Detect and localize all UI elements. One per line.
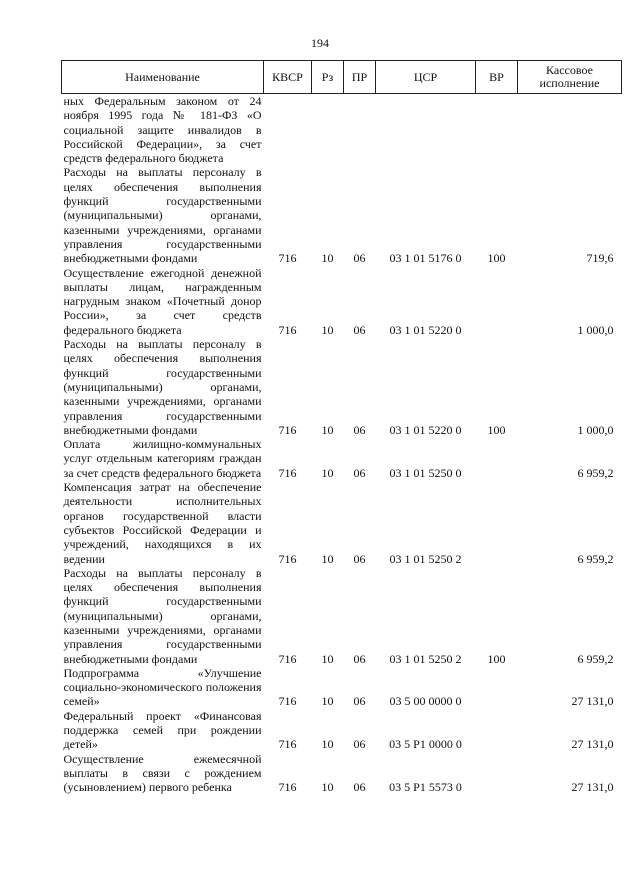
row-vr: [476, 666, 518, 709]
row-csr: 03 1 01 5220 0: [389, 422, 462, 437]
row-pr: 06: [353, 780, 366, 795]
row-amount: 6 959,2: [577, 465, 614, 480]
row-pr: 06: [353, 551, 366, 566]
row-csr: 03 5 00 0000 0: [389, 694, 462, 709]
row-rz: 10: [321, 737, 334, 752]
row-name: Расходы на выплаты персоналу в целях обеспечения выполнения функций государственными (муниципальными) органами, казенными учреждениями, органами управления государственными внебюджетными фондами: [63, 565, 262, 666]
row-rz: 10: [321, 651, 334, 666]
row-rz: 10: [321, 694, 334, 709]
table-row: [62, 566, 622, 666]
row-vr: [476, 480, 518, 566]
row-rz: 10: [321, 780, 334, 795]
row-vr: [476, 94, 518, 166]
col-header-name: Наименование: [62, 61, 264, 94]
row-rz: 10: [321, 465, 334, 480]
table-row: [62, 437, 622, 480]
row-rz: 10: [321, 251, 334, 266]
row-amount: [518, 94, 622, 166]
col-header-kvsr: КВСР: [264, 61, 312, 94]
table-row: [62, 337, 622, 437]
row-pr: 06: [353, 251, 366, 266]
row-name: Осуществление ежегодной денежной выплаты лицам, награжденным нагрудным знаком «Почетный донор России», за счет средств федерального бюджета: [63, 265, 262, 337]
row-kvsr: 716: [278, 422, 297, 437]
row-kvsr: 716: [278, 694, 297, 709]
row-rz: 10: [321, 422, 334, 437]
page-number: 194: [311, 36, 329, 50]
table-header: [62, 61, 622, 94]
row-kvsr: [264, 94, 312, 166]
row-kvsr: 716: [278, 322, 297, 337]
row-name: Подпрограмма «Улучшение социально-экономического положения семей»: [63, 665, 262, 709]
col-header-rz: Рз: [312, 61, 344, 94]
row-amount: 27 131,0: [571, 780, 614, 795]
row-rz: [312, 94, 344, 166]
row-name: Расходы на выплаты персоналу в целях обеспечения выполнения функций государственными (муниципальными) органами, казенными учреждениями, органами управления государственными внебюджетными фондами: [63, 165, 262, 266]
row-csr: 03 1 01 5250 0: [389, 465, 462, 480]
row-kvsr: 716: [278, 780, 297, 795]
row-csr: 03 1 01 5250 2: [389, 551, 462, 566]
table-row: [62, 266, 622, 337]
row-pr: 06: [353, 322, 366, 337]
row-rz: 10: [321, 551, 334, 566]
row-pr: [344, 94, 376, 166]
row-amount: 6 959,2: [577, 651, 614, 666]
table-row: [62, 752, 622, 795]
row-csr: [376, 94, 476, 166]
table-row: [62, 709, 622, 752]
budget-table: [61, 60, 622, 795]
table-row: [62, 480, 622, 566]
row-vr: [476, 709, 518, 752]
row-vr: 100: [487, 422, 506, 437]
row-vr: [476, 266, 518, 337]
col-header-pr: ПР: [344, 61, 376, 94]
row-amount: 6 959,2: [577, 551, 614, 566]
row-vr: 100: [487, 251, 506, 266]
row-csr: 03 1 01 5176 0: [389, 251, 462, 266]
col-header-vr: ВР: [476, 61, 518, 94]
row-vr: [476, 752, 518, 795]
row-name: Компенсация затрат на обеспечение деятельности исполнительных органов государственной власти субъектов Российской Федерации и учреждений, находящихся в их ведении: [63, 480, 262, 566]
row-amount: 1 000,0: [577, 422, 614, 437]
row-pr: 06: [353, 694, 366, 709]
row-name: Осуществление ежемесячной выплаты в связи с рождением (усыновлением) первого ребенка: [63, 751, 262, 795]
row-name: ных Федеральным законом от 24 ноября 1995 года № 181-ФЗ «О социальной защите инвалидов в Российской Федерации», за счет средств федерального бюджета: [63, 94, 262, 166]
row-amount: 27 131,0: [571, 694, 614, 709]
row-kvsr: 716: [278, 651, 297, 666]
row-kvsr: 716: [278, 737, 297, 752]
row-pr: 06: [353, 465, 366, 480]
col-header-amount: Кассовое исполнение: [518, 61, 622, 94]
table-row: [62, 165, 622, 265]
row-pr: 06: [353, 651, 366, 666]
row-amount: 1 000,0: [577, 322, 614, 337]
row-pr: 06: [353, 737, 366, 752]
row-name: Федеральный проект «Финансовая поддержка семей при рождении детей»: [63, 708, 262, 752]
row-name: Оплата жилищно-коммунальных услуг отдельным категориям граждан за счет средств федерального бюджета: [63, 437, 262, 480]
row-rz: 10: [321, 322, 334, 337]
table-row: [62, 94, 622, 166]
row-pr: 06: [353, 422, 366, 437]
row-csr: 03 5 P1 5573 0: [389, 780, 462, 795]
row-kvsr: 716: [278, 251, 297, 266]
row-csr: 03 1 01 5250 2: [389, 651, 462, 666]
row-csr: 03 5 P1 0000 0: [389, 737, 462, 752]
row-vr: 100: [487, 651, 506, 666]
row-amount: 719,6: [586, 251, 614, 266]
row-kvsr: 716: [278, 465, 297, 480]
row-csr: 03 1 01 5220 0: [389, 322, 462, 337]
table-row: [62, 666, 622, 709]
row-amount: 27 131,0: [571, 737, 614, 752]
row-vr: [476, 437, 518, 480]
col-header-csr: ЦСР: [376, 61, 476, 94]
row-kvsr: 716: [278, 551, 297, 566]
row-name: Расходы на выплаты персоналу в целях обеспечения выполнения функций государственными (муниципальными) органами, казенными учреждениями, органами управления государственными внебюджетными фондами: [63, 337, 262, 437]
